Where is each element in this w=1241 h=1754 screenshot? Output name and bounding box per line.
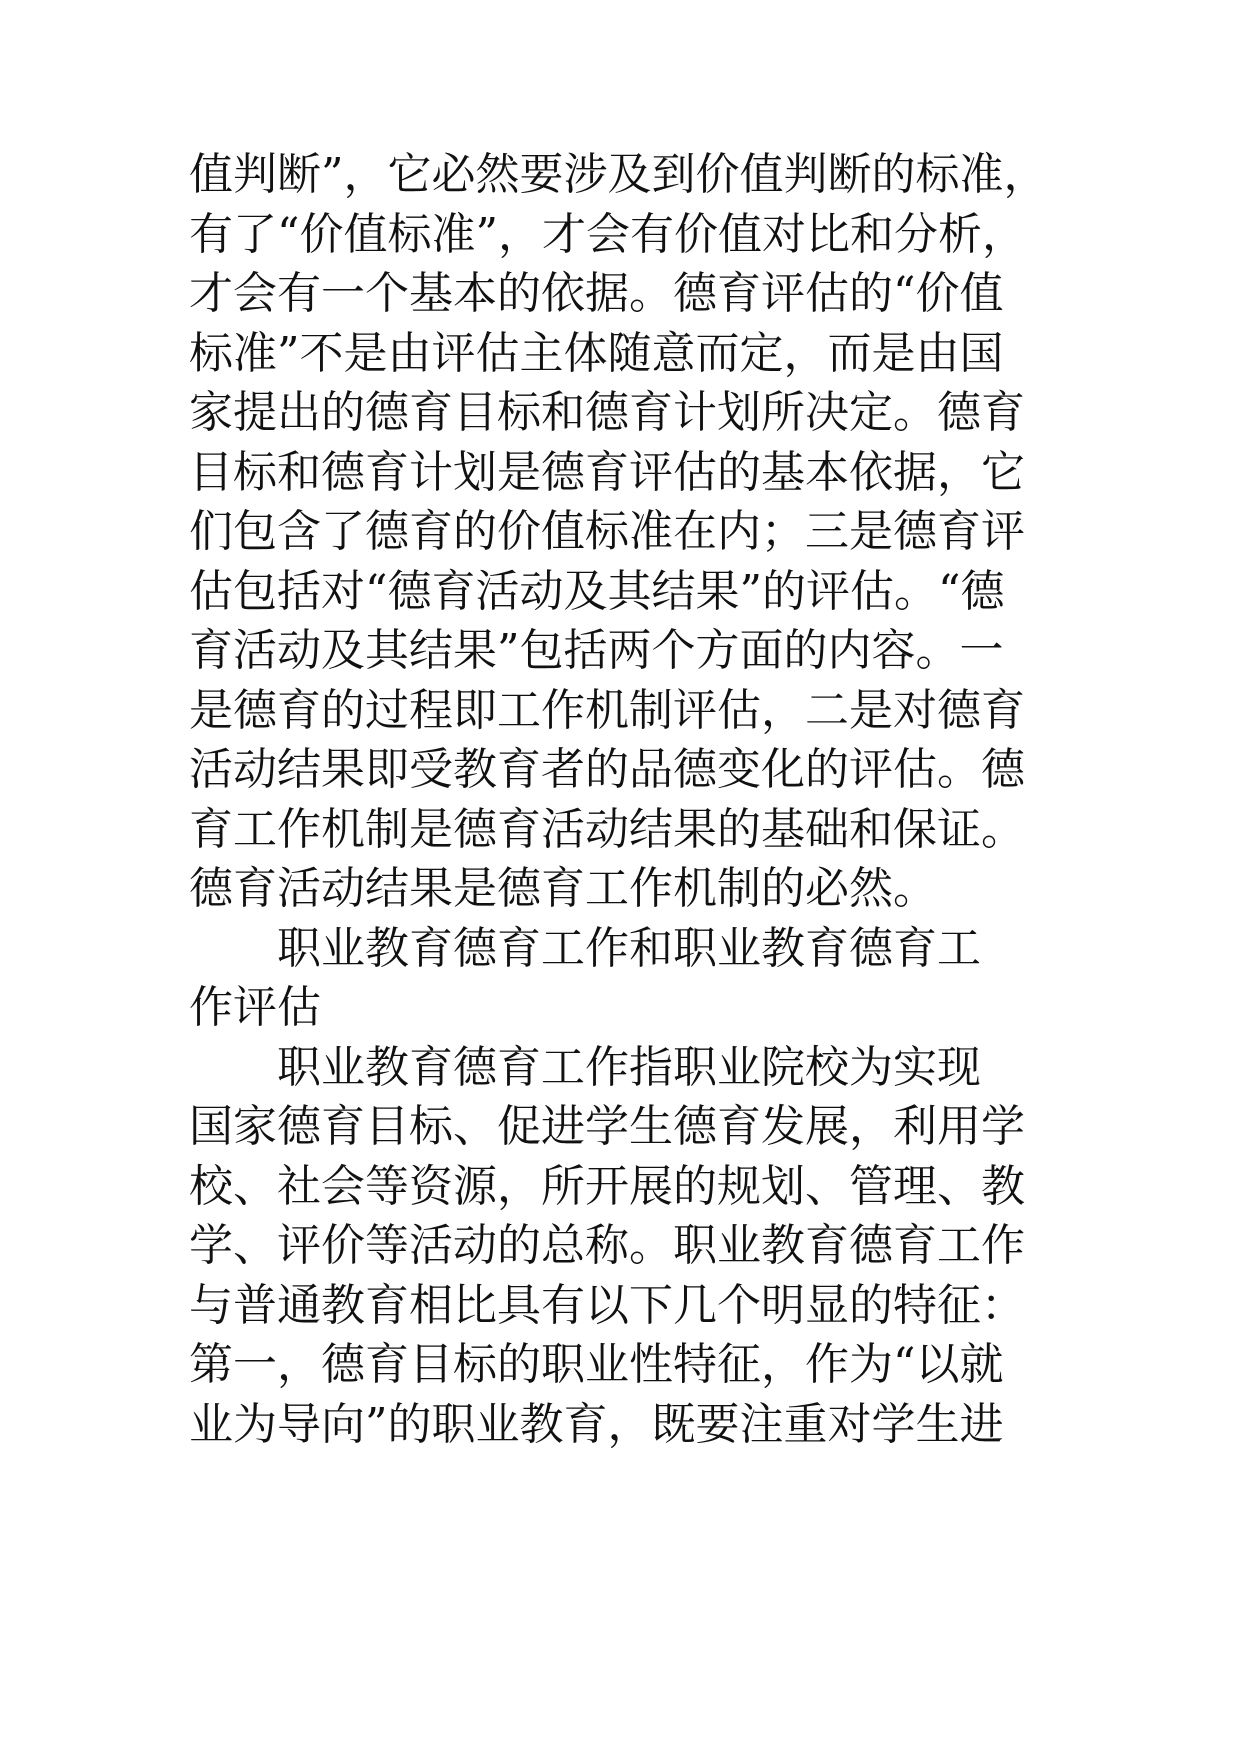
text-line: 才会有一个基本的依据。德育评估的“价值 — [189, 268, 1004, 319]
text-line: 活动结果即受教育者的品德变化的评估。德 — [189, 744, 1025, 795]
text-line: 有了“价值标准”，才会有价值对比和分析， — [189, 208, 1026, 260]
body-text — [189, 145, 1089, 1454]
text-line: 第一，德育目标的职业性特征，作为“以就 — [189, 1339, 1004, 1390]
text-line: 值判断”，它必然要涉及到价值判断的标准， — [189, 149, 1048, 200]
text-line: 德育活动结果是德育工作机制的必然。 — [189, 863, 937, 914]
text-line: 家提出的德育目标和德育计划所决定。德育 — [189, 387, 1025, 438]
text-line: 育工作机制是德育活动结果的基础和保证。 — [189, 803, 1025, 855]
section-heading-line: 职业教育德育工作和职业教育德育工 — [277, 922, 981, 974]
text-line: 业为导向”的职业教育，既要注重对学生进 — [189, 1398, 1004, 1450]
text-line: 估包括对“德育活动及其结果”的评估。“德 — [189, 565, 1005, 617]
text-line: 国家德育目标、促进学生德育发展，利用学 — [189, 1101, 1025, 1152]
text-line: 育活动及其结果”包括两个方面的内容。一 — [189, 625, 1004, 676]
text-line: 目标和德育计划是德育评估的基本依据，它 — [189, 446, 1025, 498]
section-heading-line: 作评估 — [189, 982, 321, 1033]
paragraph-first-line: 职业教育德育工作指职业院校为实现 — [277, 1041, 981, 1093]
text-line: 标准”不是由评估主体随意而定，而是由国 — [189, 327, 1004, 379]
text-line: 们包含了德育的价值标准在内；三是德育评 — [189, 506, 1025, 557]
text-line: 校、社会等资源，所开展的规划、管理、教 — [189, 1160, 1025, 1212]
text-line: 学、评价等活动的总称。职业教育德育工作 — [189, 1220, 1025, 1271]
text-line: 与普通教育相比具有以下几个明显的特征： — [189, 1279, 1025, 1331]
text-line: 是德育的过程即工作机制评估，二是对德育 — [189, 684, 1025, 736]
